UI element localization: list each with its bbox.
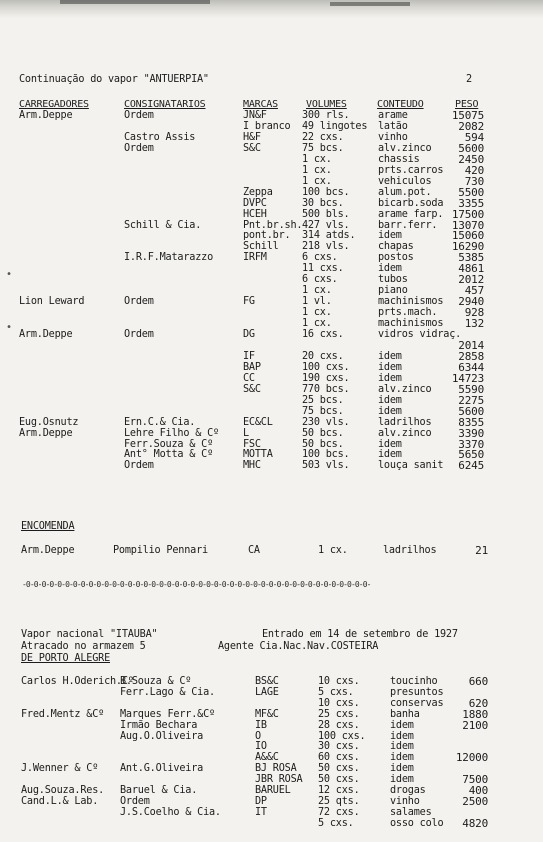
- cell-conteudo: banha: [390, 708, 420, 720]
- cell-volumes: 100 bcs.: [302, 186, 350, 198]
- cell-peso: 6344: [458, 360, 484, 374]
- cell-volumes: 218 vls.: [302, 241, 350, 253]
- cell-volumes: 12 cxs.: [318, 785, 360, 796]
- cell-conteudo: machinismos: [378, 318, 444, 330]
- header-marcas: MARCAS: [243, 99, 278, 110]
- cell-conteudo: piano: [378, 285, 408, 297]
- cell-peso: 13070: [451, 218, 484, 232]
- cell-peso: 928: [464, 306, 484, 320]
- cell-marca: Zeppa: [243, 186, 273, 198]
- cell-marca: BAP: [243, 361, 261, 373]
- cell-volumes: 50 cxs.: [318, 763, 360, 775]
- cell-marca: HCEH: [243, 208, 267, 220]
- margin-mark: •: [6, 269, 13, 280]
- cell-volumes: 427 vls.: [302, 219, 350, 231]
- cell-conteudo: idem: [378, 372, 402, 384]
- cell-conteudo: conservas: [390, 697, 444, 709]
- cell-conteudo: idem: [378, 449, 402, 461]
- cell-conteudo: idem: [378, 405, 402, 417]
- cell-peso: 4861: [458, 262, 484, 276]
- cell-volumes: 50 bcs.: [302, 438, 344, 450]
- cell-marca: FG: [243, 296, 255, 308]
- cell-peso: 2450: [458, 152, 484, 166]
- cell-volumes: 1 cx.: [302, 153, 332, 165]
- cell-marca: L: [243, 427, 249, 439]
- cell-marca: S&C: [243, 383, 261, 395]
- cell-peso: 2012: [458, 273, 484, 287]
- header-peso: PESO: [455, 99, 479, 110]
- cell-consignatario: Ordem: [120, 795, 150, 807]
- cell-consignatario: Ferr.Souza & Cº: [124, 438, 214, 450]
- cell-peso: 730: [464, 174, 484, 188]
- cell-conteudo: alum.pot.: [378, 186, 432, 198]
- encomenda-peso: 21: [475, 544, 488, 557]
- cell-conteudo: idem: [390, 741, 414, 753]
- cell-volumes: 1 cx.: [302, 307, 332, 319]
- scan-edge-mark: [330, 2, 410, 6]
- cell-volumes: 100 cxs.: [318, 730, 366, 742]
- cell-peso: 15075: [451, 109, 484, 122]
- cell-conteudo: louça sanit: [378, 460, 444, 472]
- cell-conteudo: bicarb.soda: [378, 197, 444, 209]
- cell-consignatario: Ordem: [124, 142, 154, 154]
- cell-conteudo: postos: [378, 252, 414, 264]
- cell-consignatario: Ordem: [124, 329, 154, 340]
- header-carregadores: CARREGADORES: [19, 99, 89, 110]
- cell-conteudo: idem: [378, 394, 402, 406]
- cell-volumes: 500 bls.: [302, 208, 350, 220]
- cell-volumes: 28 cxs.: [318, 719, 360, 731]
- cell-conteudo: latão: [378, 120, 408, 132]
- cell-peso: 5385: [458, 251, 484, 265]
- cell-marca: H&F: [243, 131, 261, 143]
- cell-volumes: 6 cxs.: [302, 252, 338, 264]
- agent-info: Agente Cia.Nac.Nav.COSTEIRA: [218, 641, 379, 652]
- cell-conteudo: osso colo: [390, 817, 444, 829]
- cell-peso: 132: [464, 317, 484, 331]
- page-number: 2: [466, 74, 472, 85]
- cell-volumes: 30 cxs.: [318, 741, 360, 753]
- cell-marca: DP: [255, 795, 267, 807]
- cell-marca: IO: [255, 741, 267, 753]
- cell-peso: 594: [464, 130, 484, 144]
- cell-conteudo: machinismos: [378, 296, 444, 308]
- encomenda-volume: 1 cx.: [318, 545, 348, 556]
- cell-peso: 2014: [458, 338, 484, 352]
- cell-marca: IB: [255, 719, 267, 731]
- cell-conteudo: idem: [378, 230, 402, 242]
- cell-marca: MOTTA: [243, 449, 273, 461]
- cell-marca: MF&C: [255, 708, 279, 720]
- cell-volumes: 770 bcs.: [302, 383, 350, 395]
- cell-peso: 457: [464, 284, 484, 298]
- cell-marca: EC&CL: [243, 416, 273, 428]
- cell-volumes: 16 cxs.: [302, 329, 344, 340]
- cell-consignatario: Aug.O.Oliveira: [120, 730, 204, 742]
- encomenda-conteudo: ladrilhos: [383, 545, 437, 556]
- cell-conteudo: barr.ferr.: [378, 219, 438, 231]
- cell-conteudo: drogas: [390, 785, 426, 796]
- cell-carregador: Arm.Deppe: [19, 110, 73, 121]
- cell-consignatario: I.R.F.Matarazzo: [124, 252, 214, 264]
- cell-carregador: J.Wenner & Cº: [21, 763, 99, 775]
- cell-volumes: 5 cxs.: [318, 686, 354, 698]
- cell-carregador: Eug.Osnutz: [19, 416, 79, 428]
- cell-peso: 660: [468, 675, 488, 688]
- cell-volumes: 5 cxs.: [318, 817, 354, 829]
- cell-peso: 2858: [458, 349, 484, 363]
- cell-consignatario: Marques Ferr.&Cº: [120, 708, 215, 720]
- header-conteudo: CONTEUDO: [377, 99, 424, 110]
- cell-conteudo: arame: [378, 110, 408, 121]
- cell-conteudo: idem: [390, 730, 414, 742]
- cell-marca: BS&C: [255, 676, 279, 687]
- cell-volumes: 11 cxs.: [302, 263, 344, 275]
- cell-consignatario: Ordem: [124, 296, 154, 308]
- cell-volumes: 30 bcs.: [302, 197, 344, 209]
- cell-peso: 5600: [458, 404, 484, 418]
- cell-volumes: 1 vl.: [302, 296, 332, 308]
- cell-peso: 3355: [458, 196, 484, 210]
- page-title: Continuação do vapor "ANTUERPIA": [19, 74, 209, 85]
- cell-peso: 2275: [458, 393, 484, 407]
- cell-peso: 3390: [458, 426, 484, 440]
- cell-consignatario: Ern.C.& Cia.: [124, 416, 196, 428]
- cell-peso: 2082: [458, 119, 484, 133]
- cell-peso: 5590: [458, 382, 484, 396]
- cell-marca: IF: [243, 350, 255, 362]
- berth-info: Atracado no armazem 5: [21, 641, 146, 652]
- cell-conteudo: alv.zinco: [378, 427, 432, 439]
- cell-marca: BJ ROSA: [255, 763, 297, 775]
- cell-carregador: Lion Leward: [19, 296, 85, 308]
- cell-peso: 14723: [451, 371, 484, 385]
- cell-conteudo: prts.carros: [378, 164, 444, 176]
- header-volumes: VOLUMES: [306, 99, 347, 110]
- cell-conteudo: idem: [378, 361, 402, 373]
- cell-marca: Pnt.br.sh.: [243, 219, 303, 231]
- cell-carregador: Carlos H.Oderich.Cº: [21, 676, 134, 687]
- cell-carregador: Cand.L.& Lab.: [21, 795, 99, 807]
- cell-conteudo: alv.zinco: [378, 383, 432, 395]
- cell-volumes: 190 cxs.: [302, 372, 350, 384]
- cell-conteudo: salames: [390, 806, 432, 818]
- cell-carregador: Arm.Deppe: [19, 329, 73, 340]
- cell-peso: 2100: [462, 718, 488, 732]
- cell-peso: 5600: [458, 141, 484, 155]
- cell-marca: I branco: [243, 120, 291, 132]
- cell-conteudo: vehiculos: [378, 175, 432, 187]
- cell-peso: 7500: [462, 773, 488, 787]
- cell-marca: S&C: [243, 142, 261, 154]
- cell-conteudo: idem: [378, 350, 402, 362]
- cell-volumes: 1 cx.: [302, 285, 332, 297]
- origin-heading: DE PORTO ALEGRE: [21, 653, 111, 664]
- cell-volumes: 100 bcs.: [302, 449, 350, 461]
- cell-conteudo: toucinho: [390, 676, 438, 687]
- cell-conteudo: idem: [378, 263, 402, 275]
- cell-conteudo: idem: [390, 719, 414, 731]
- cell-marca: CC: [243, 372, 255, 384]
- cell-conteudo: vinho: [390, 795, 420, 807]
- cell-consignatario: J.S.Coelho & Cia.: [120, 806, 221, 818]
- cell-volumes: 1 cx.: [302, 318, 332, 330]
- cell-carregador: Arm.Deppe: [19, 427, 73, 439]
- cell-volumes: 75 bcs.: [302, 405, 344, 417]
- cell-conteudo: arame farp.: [378, 208, 444, 220]
- cell-peso: 2500: [462, 794, 488, 808]
- encomenda-heading: ENCOMENDA: [21, 521, 75, 532]
- cell-consignatario: Ordem: [124, 460, 154, 472]
- cell-volumes: 25 bcs.: [302, 394, 344, 406]
- cell-volumes: 10 cxs.: [318, 676, 360, 687]
- cell-peso: 6245: [458, 459, 484, 473]
- section-separator: -0-0-0-0-0-0-0-0-0-0-0-0-0-0-0-0-0-0-0-0-0-0-0-0-0-0-0-0-0-0-0-0-0-0-0-0-0-0-0-0-0-0-0-0-: [22, 580, 371, 589]
- cell-conteudo: vinho: [378, 131, 408, 143]
- cell-volumes: 230 vls.: [302, 416, 350, 428]
- cell-carregador: Aug.Souza.Res.: [21, 785, 105, 796]
- encomenda-marca: CA: [248, 545, 260, 556]
- cell-peso: 2940: [458, 295, 484, 309]
- cell-conteudo: vidros vidraç.: [378, 329, 462, 340]
- cell-marca: DVPC: [243, 197, 267, 209]
- cell-marca: O: [255, 730, 261, 742]
- cell-consignatario: Irmão Bechara: [120, 719, 198, 731]
- cell-volumes: 49 lingotes: [302, 120, 368, 132]
- cell-conteudo: alv.zinco: [378, 142, 432, 154]
- cell-conteudo: tubos: [378, 274, 408, 286]
- header-consignatarios: CONSIGNATARIOS: [124, 99, 206, 110]
- cell-conteudo: prts.mach.: [378, 307, 438, 319]
- cell-peso: 620: [468, 696, 488, 710]
- cell-volumes: 72 cxs.: [318, 806, 360, 818]
- cell-marca: Schill: [243, 241, 279, 253]
- cell-conteudo: idem: [390, 752, 414, 764]
- cell-marca: JBR ROSA: [255, 774, 303, 786]
- cell-consignatario: Lehre Filho & Cº: [124, 427, 219, 439]
- cell-conteudo: idem: [390, 774, 414, 786]
- cell-marca: A&&C: [255, 752, 279, 764]
- cell-volumes: 1 cx.: [302, 164, 332, 176]
- cell-marca: IT: [255, 806, 267, 818]
- entry-date: Entrado em 14 de setembro de 1927: [262, 629, 458, 640]
- cell-volumes: 25 qts.: [318, 795, 360, 807]
- cell-volumes: 1 cx.: [302, 175, 332, 187]
- cell-consignatario: Ant.G.Oliveira: [120, 763, 204, 775]
- cell-marca: LAGE: [255, 686, 279, 698]
- cell-marca: pont.br.: [243, 230, 291, 242]
- encomenda-consignatario: Pompilio Pennari: [113, 545, 208, 556]
- cell-conteudo: presuntos: [390, 686, 444, 698]
- cell-peso: 400: [468, 784, 488, 797]
- encomenda-carregador: Arm.Deppe: [21, 545, 75, 556]
- cell-consignatario: Ant° Motta & Cº: [124, 449, 214, 461]
- cell-peso: 15060: [451, 229, 484, 243]
- cell-peso: 1880: [462, 707, 488, 721]
- cell-consignatario: Ferr.Lago & Cia.: [120, 686, 215, 698]
- cell-conteudo: idem: [378, 438, 402, 450]
- cell-peso: 5650: [458, 448, 484, 462]
- cell-marca: IRFM: [243, 252, 267, 264]
- cell-marca: JN&F: [243, 110, 267, 121]
- cell-volumes: 6 cxs.: [302, 274, 338, 286]
- cell-volumes: 20 cxs.: [302, 350, 344, 362]
- cell-conteudo: ladrilhos: [378, 416, 432, 428]
- cell-volumes: 503 vls.: [302, 460, 350, 472]
- cell-volumes: 50 cxs.: [318, 774, 360, 786]
- cell-volumes: 50 bcs.: [302, 427, 344, 439]
- cell-volumes: 60 cxs.: [318, 752, 360, 764]
- cell-peso: 16290: [451, 240, 484, 254]
- cell-volumes: 300 rls.: [302, 110, 350, 121]
- vapor-name: Vapor nacional "ITAUBA": [21, 629, 158, 640]
- cell-consignatario: Ordem: [124, 110, 154, 121]
- cell-peso: 3370: [458, 437, 484, 451]
- cell-marca: DG: [243, 329, 255, 340]
- cell-peso: 12000: [455, 751, 488, 765]
- cell-peso: 420: [464, 163, 484, 177]
- cell-volumes: 75 bcs.: [302, 142, 344, 154]
- cell-consignatario: Schill & Cia.: [124, 219, 202, 231]
- scan-edge-mark: [60, 0, 210, 4]
- cell-consignatario: Baruel & Cia.: [120, 785, 198, 796]
- cell-carregador: Fred.Mentz &Cº: [21, 708, 105, 720]
- cell-peso: 4820: [462, 816, 488, 830]
- cell-marca: BARUEL: [255, 785, 291, 796]
- cell-marca: FSC: [243, 438, 261, 450]
- cell-peso: 8355: [458, 415, 484, 429]
- cell-volumes: 22 cxs.: [302, 131, 344, 143]
- cell-peso: 5500: [458, 185, 484, 199]
- cell-volumes: 25 cxs.: [318, 708, 360, 720]
- cell-consignatario: B.Souza & Cº: [120, 676, 192, 687]
- cell-volumes: 10 cxs.: [318, 697, 360, 709]
- cell-peso: 17500: [451, 207, 484, 221]
- cell-conteudo: idem: [390, 763, 414, 775]
- cell-marca: MHC: [243, 460, 261, 472]
- margin-mark: •: [6, 322, 13, 333]
- cell-volumes: 100 cxs.: [302, 361, 350, 373]
- cell-consignatario: Castro Assis: [124, 131, 196, 143]
- cell-volumes: 314 atds.: [302, 230, 356, 242]
- cell-conteudo: chapas: [378, 241, 414, 253]
- cell-conteudo: chassis: [378, 153, 420, 165]
